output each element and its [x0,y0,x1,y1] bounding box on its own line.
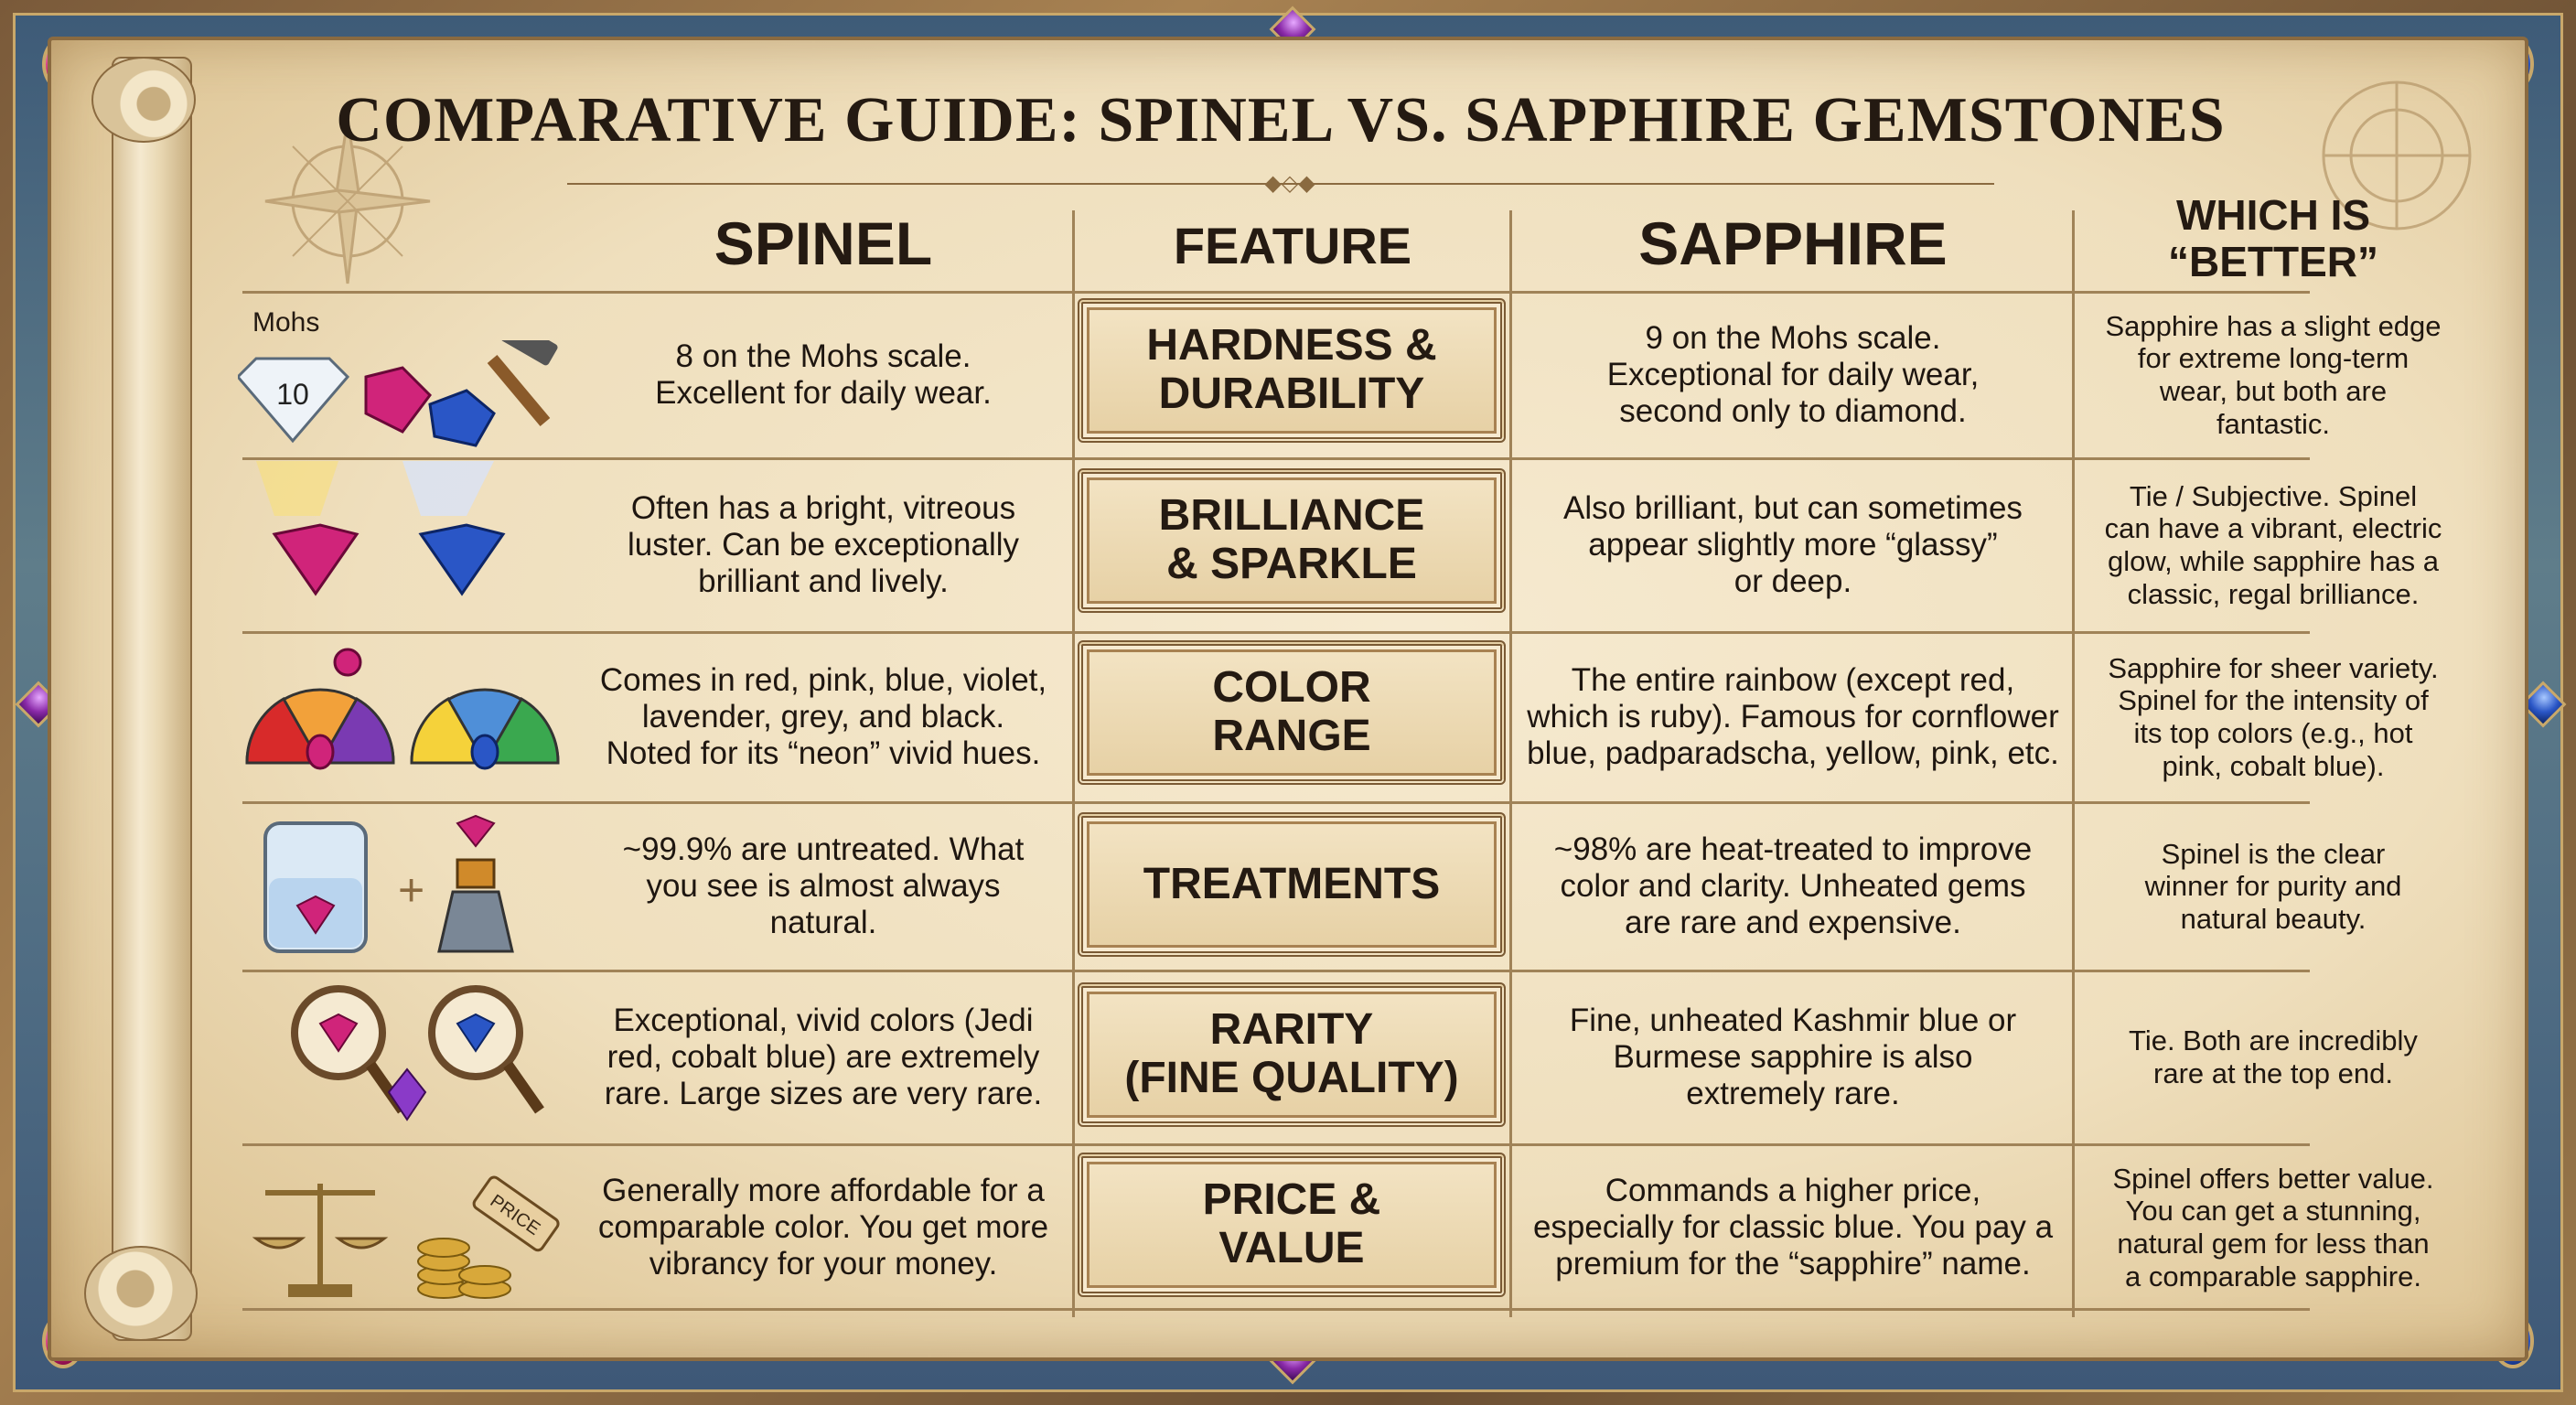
mohs-value: 10 [276,378,309,411]
page-title: COMPARATIVE GUIDE: SPINEL VS. SAPPHIRE GEMSTONES [336,85,2226,156]
brilliance-icons [238,461,576,617]
spinel-hardness: 8 on the Mohs scale. Excellent for daily wear. [655,338,992,411]
spinel-brilliance: Often has a bright, vitreous luster. Can be exceptionally brilliant and lively. [627,489,1020,600]
better-price: Spinel offers better value. You can get a stunning, natural gem for less than a comparable sapphire. [2112,1162,2434,1292]
feature-hardness: HARDNESS & DURABILITY [1078,298,1506,443]
rolled-scroll [84,57,194,1337]
sapphire-price: Commands a higher price, especially for classic blue. You pay a premium for the “sapphire” name. [1532,1172,2054,1282]
column-divider [1072,210,1075,1317]
row-divider [242,801,2310,804]
mohs-label: Mohs [252,307,320,338]
price-tag-label: PRICE [486,1190,544,1240]
feature-rarity: RARITY (FINE QUALITY) [1078,982,1506,1127]
row-divider [242,1308,2310,1311]
sapphire-color: The entire rainbow (except red, which is ruby). Famous for cornflower blue, padparadscha, yellow, pink, etc. [1527,661,2059,772]
feature-brilliance: BRILLIANCE & SPARKLE [1078,468,1506,613]
sapphire-hardness: 9 on the Mohs scale. Exceptional for daily wear, second only to diamond. [1606,319,1980,430]
sapphire-brilliance: Also brilliant, but can sometimes appear slightly more “glassy” or deep. [1563,489,2023,600]
better-color: Sapphire for sheer variety. Spinel for the intensity of its top colors (e.g., hot pink, cobalt blue). [2108,651,2439,782]
treatment-icons [238,805,576,960]
row-divider [242,970,2310,972]
spinel-color: Comes in red, pink, blue, violet, lavender, grey, and black. Noted for its “neon” vivid hues. [599,661,1047,772]
better-brilliance: Tie / Subjective. Spinel can have a vibrant, electric glow, while sapphire has a classic, regal brilliance. [2104,479,2442,610]
rarity-icons [238,973,576,1129]
mohs-diamond-icon [238,340,576,450]
row-divider [242,631,2310,634]
sparkling-gems-icon [238,461,576,626]
header-sapphire: SAPPHIRE [1638,209,1948,277]
sapphire-treatments: ~98% are heat-treated to improve color and clarity. Unheated gems are rare and expensive. [1553,831,2033,941]
feature-treatments: TREATMENTS [1078,812,1506,957]
header-which-is-better: WHICH IS “BETTER” [2168,191,2378,285]
color-range-icons [238,635,576,790]
better-rarity: Tie. Both are incredibly rare at the top end. [2129,1024,2418,1089]
header-spinel: SPINEL [714,209,933,277]
sapphire-rarity: Fine, unheated Kashmir blue or Burmese sapphire is also extremely rare. [1569,1002,2017,1112]
title-ornament-icon: ◆◇◆ [1264,172,1315,196]
hardness-icons [238,295,576,450]
spinel-price: Generally more affordable for a comparable color. You get more vibrancy for your money. [597,1172,1049,1282]
svg-text:+: + [398,864,425,916]
better-hardness: Sapphire has a slight edge for extreme long-term wear, but both are fantastic. [2105,309,2442,440]
row-divider [242,291,2310,294]
column-divider [2072,210,2075,1317]
beaker-burner-icon [238,805,576,970]
row-divider [242,1143,2310,1146]
color-wheel-icon [238,635,576,799]
header-feature: FEATURE [1173,217,1412,274]
better-treatments: Spinel is the clear winner for purity and natural beauty. [2144,837,2402,935]
row-divider [242,457,2310,460]
feature-color: COLOR RANGE [1078,640,1506,785]
magnifier-gems-icon [238,973,576,1138]
price-icons [238,1147,576,1303]
spinel-treatments: ~99.9% are untreated. What you see is almost always natural. [622,831,1025,941]
feature-price: PRICE & VALUE [1078,1153,1506,1297]
column-divider [1509,210,1512,1317]
spinel-rarity: Exceptional, vivid colors (Jedi red, cobalt blue) are extremely rare. Large sizes are very rare. [604,1002,1043,1112]
scale-coins-icon [238,1147,576,1308]
